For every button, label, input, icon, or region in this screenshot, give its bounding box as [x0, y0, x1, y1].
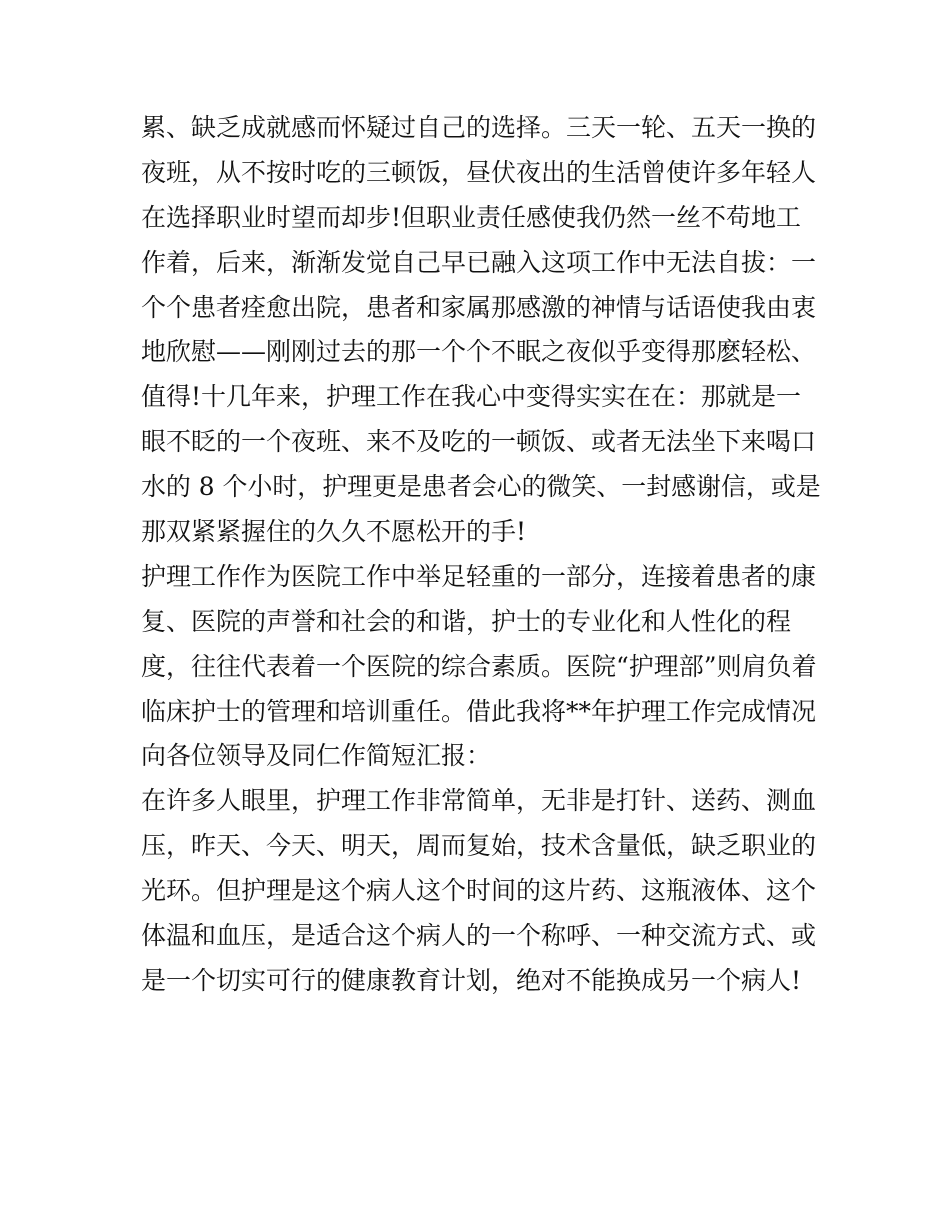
text-line: 光环。但护理是这个病人这个时间的这片药、这瓶液体、这个	[141, 876, 817, 906]
text-line: 夜班，从不按时吃的三顿饭，昼伏夜出的生活曾使许多年轻人	[141, 157, 817, 187]
text-line: 地欣慰——刚刚过去的那一个个不眠之夜似乎变得那麽轻松、	[141, 337, 817, 367]
text-line: 压，昨天、今天、明天，周而复始，技术含量低，缺乏职业的	[141, 831, 817, 861]
text-line: 在选择职业时望而却步!但职业责任感使我仍然一丝不苟地工	[141, 202, 802, 232]
text-line: 是一个切实可行的健康教育计划，绝对不能换成另一个病人!	[141, 965, 802, 995]
text-line: 护理工作作为医院工作中举足轻重的一部分，连接着患者的康	[141, 561, 817, 591]
text-line: 那双紧紧握住的久久不愿松开的手!	[141, 517, 527, 547]
text-line: 临床护士的管理和培训重任。借此我将**年护理工作完成情况	[141, 696, 817, 726]
text-line: 体温和血压，是适合这个病人的一个称呼、一种交流方式、或	[141, 921, 817, 951]
text-line: 作着，后来，渐渐发觉自己早已融入这项工作中无法自拔：一	[141, 247, 817, 277]
paragraph-2	[141, 555, 821, 779]
paragraph-3	[141, 779, 821, 1003]
text-line: 度，往往代表着一个医院的综合素质。医院“护理部”则肩负着	[141, 651, 817, 681]
text-line: 在许多人眼里，护理工作非常简单，无非是打针、送药、测血	[141, 786, 817, 816]
text-line: 眼不眨的一个夜班、来不及吃的一顿饭、或者无法坐下来喝口	[141, 427, 817, 457]
text-line: 个个患者痊愈出院，患者和家属那感激的神情与话语使我由衷	[141, 292, 817, 322]
text-line: 水的 8 个小时，护理更是患者会心的微笑、一封感谢信，或是	[141, 472, 821, 502]
text-line: 值得!十几年来，护理工作在我心中变得实实在在：那就是一	[141, 382, 802, 412]
text-line: 累、缺乏成就感而怀疑过自己的选择。三天一轮、五天一换的	[141, 113, 817, 142]
body-text	[141, 106, 821, 1004]
text-line: 复、医院的声誉和社会的和谐，护士的专业化和人性化的程	[141, 606, 792, 636]
paragraph-1	[141, 106, 821, 555]
text-line: 向各位领导及同仁作简短汇报：	[141, 741, 492, 771]
